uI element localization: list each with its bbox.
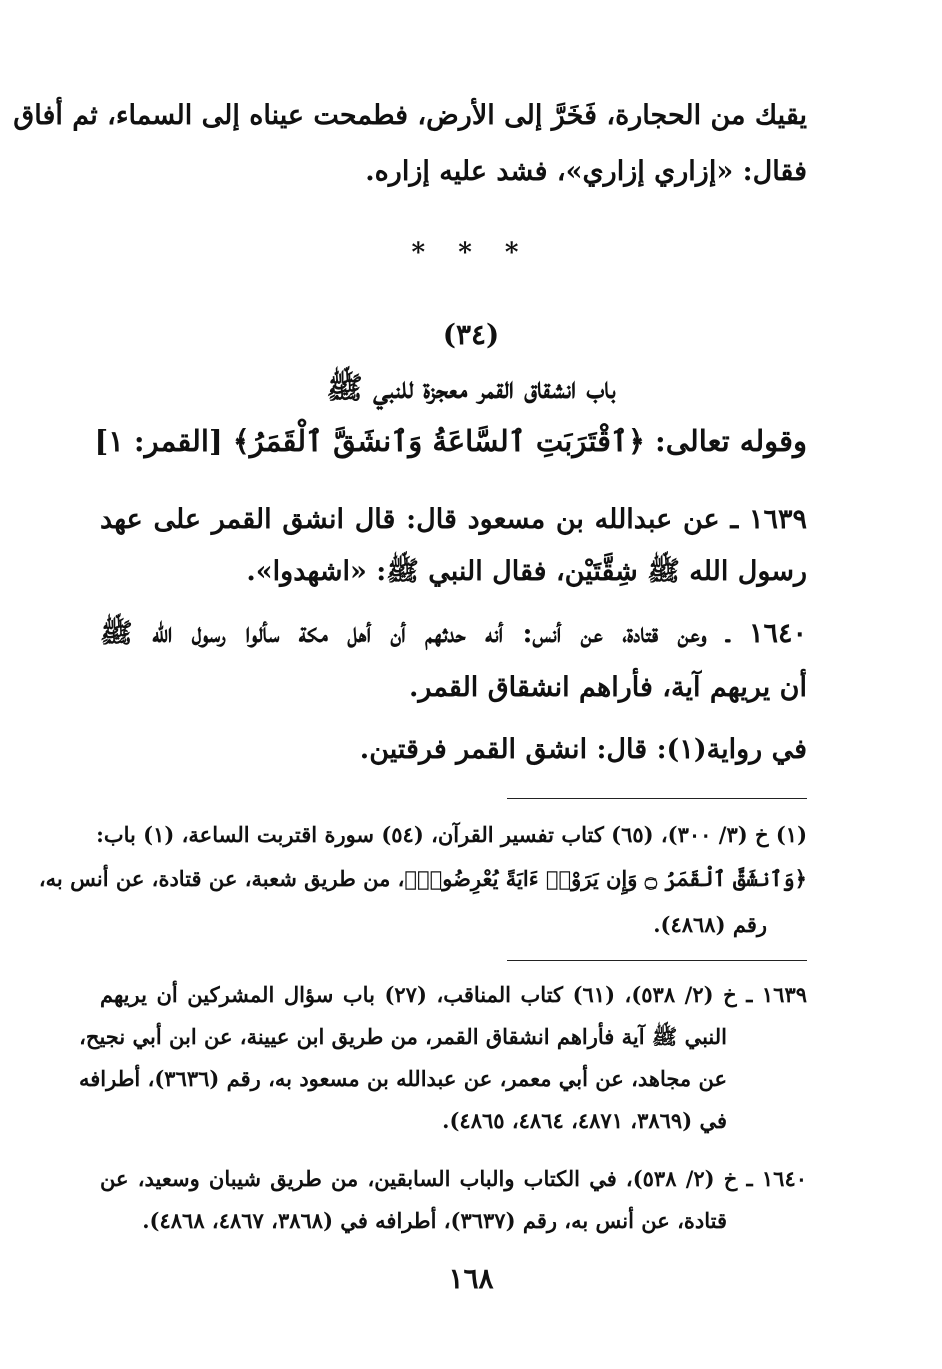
page-number: ١٦٨: [448, 1262, 494, 1295]
hadith-1639-line: ١٦٣٩ ـ عن عبدالله بن مسعود قال: قال انشق القمر على عهد: [100, 504, 807, 535]
chapter-subtitle: وقوله تعالى: ﴿ٱقْتَرَبَتِ ٱلسَّاعَةُ وَٱنشَقَّ ٱلْقَمَرُ﴾ [القمر: ١]: [94, 424, 807, 458]
hadith-1639-line: رسول الله ﷺ شِقَّتَيْن، فقال النبي ﷺ: «اشهدوا».: [246, 556, 807, 587]
chapter-title: باب انشقاق القمر معجزة للنبي ﷺ: [326, 371, 616, 406]
section-separator: * * *: [411, 238, 531, 268]
paragraph-line: فقال: «إزاري إزاري»، فشد عليه إزاره.: [365, 156, 807, 187]
footnote-line: رقم (٤٨٦٨).: [653, 912, 767, 937]
hadith-1640-line: أن يريهم آية، فأراهم انشقاق القمر.: [409, 672, 807, 703]
footnote-line: النبي ﷺ آية فأراهم انشقاق القمر، من طريق ابن عيينة، عن ابن أبي نجيح،: [79, 1024, 727, 1049]
chapter-number: (٣٤): [442, 318, 500, 351]
footnote-line: (١) خ (٣/ ٣٠٠)، (٦٥) كتاب تفسير القرآن، (٥٤) سورة اقتربت الساعة، (١) باب:: [96, 822, 807, 847]
footnote-line: قتادة، عن أنس به، رقم (٣٦٣٧)، أطرافه في (٣٨٦٨، ٤٨٦٧، ٤٨٦٨).: [142, 1208, 727, 1233]
footnote-line: في (٣٨٦٩، ٤٨٧١، ٤٨٦٤، ٤٨٦٥).: [442, 1108, 727, 1133]
footnote-line: ١٦٣٩ ـ خ (٢/ ٥٣٨)، (٦١) كتاب المناقب، (٢٧) باب سؤال المشركين أن يريهم: [100, 982, 808, 1007]
hadith-1640-line: ١٦٤٠ ـ وعن قتادة، عن أنس: أنه حدثهم أن أهل مكة سألوا رسول الله ﷺ: [100, 618, 807, 649]
riwaya-line: في رواية(١): قال: انشق القمر فرقتين.: [359, 734, 807, 765]
paragraph-line: يقيك من الحجارة، فَخَرَّ إلى الأرض، فطمحت عيناه إلى السماء، ثم أفاق: [13, 100, 807, 131]
footnote-divider: [507, 798, 807, 799]
footnote-line: عن مجاهد، عن أبي معمر، عن عبدالله بن مسعود به، رقم (٣٦٣٦)، أطرافه: [79, 1066, 727, 1091]
footnote-line: ١٦٤٠ ـ خ (٢/ ٥٣٨)، في الكتاب والباب السابقين، من طريق شيبان وسعيد، عن: [100, 1166, 808, 1191]
footnote-line: ﴿وَٱنشَقَّ ٱلْقَمَرُ ۝ وَإِن يَرَوْا۟ ءَايَةً يُعْرِضُوا۟﴾، من طريق شعبة، عن قتادة، عن أنس به،: [38, 866, 807, 891]
footnote-divider: [507, 960, 807, 961]
